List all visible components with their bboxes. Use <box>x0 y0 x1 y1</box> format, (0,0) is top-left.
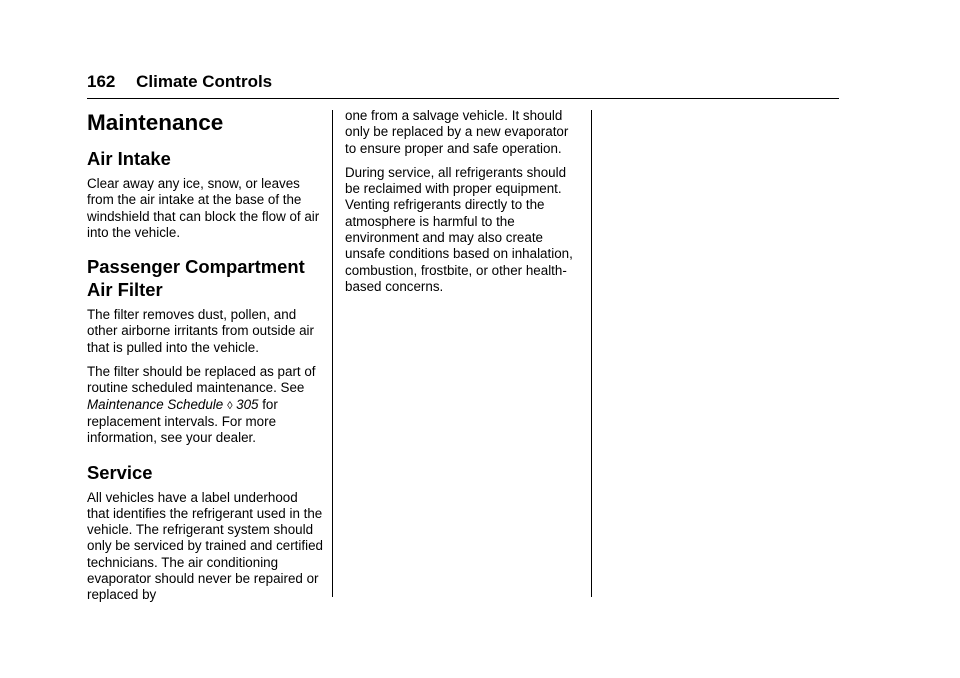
heading-line-1: Passenger Compartment <box>87 256 305 278</box>
column-left <box>87 108 323 612</box>
page-reference-icon: ◊ <box>226 399 233 412</box>
refrigerant-paragraph: During service, all refrigerants should be reclaimed with proper equipment. Venting refrigerants directly to the atmosphere is harmful to the environment and may also create unsafe conditions based on inhalation, combustion, frostbite, or other health-based concerns. <box>345 164 573 294</box>
column-divider-1 <box>332 110 333 597</box>
filter-paragraph-1: The filter removes dust, pollen, and other airborne irritants from outside air that is pulled into the vehicle. <box>87 307 314 355</box>
filter-text-before: The filter should be replaced as part of routine scheduled maintenance. See <box>87 364 316 396</box>
service-continued-paragraph: one from a salvage vehicle. It should only be replaced by a new evaporator to ensure proper and safe operation. <box>345 108 569 156</box>
service-paragraph: All vehicles have a label underhood that identifies the refrigerant used in the vehicle. The refrigerant system should only be serviced by trained and certified technicians. The air conditioning evaporator should never be repaired or replaced by <box>87 489 323 603</box>
page-header <box>87 72 272 92</box>
section-title: Climate Controls <box>136 72 273 91</box>
heading-line-2: Air Filter <box>87 279 163 301</box>
heading-passenger-compartment-air-filter <box>87 255 323 301</box>
column-middle <box>345 108 581 303</box>
air-intake-paragraph: Clear away any ice, snow, or leaves from the air intake at the base of the windshield that can block the flow of air into the vehicle. <box>87 176 320 240</box>
header-divider <box>87 98 839 99</box>
heading-maintenance: Maintenance <box>87 110 224 135</box>
maintenance-schedule-page: 305 <box>236 396 259 412</box>
maintenance-schedule-link[interactable] <box>87 397 258 412</box>
column-divider-2 <box>591 110 592 597</box>
heading-air-intake: Air Intake <box>87 148 171 169</box>
filter-paragraph-2 <box>87 364 323 446</box>
page-number: 162 <box>87 72 116 91</box>
maintenance-schedule-title: Maintenance Schedule <box>87 396 224 412</box>
heading-service: Service <box>87 461 153 483</box>
filter-text-after: for replacement intervals. For more information, see your dealer. <box>87 396 278 446</box>
